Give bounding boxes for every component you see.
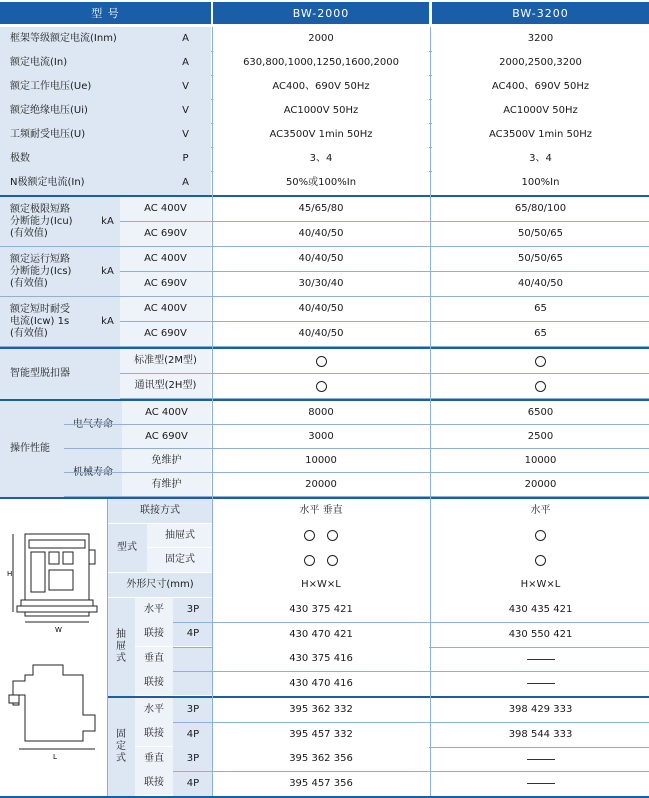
trip-type-label: 标准型(2M型) xyxy=(120,349,211,373)
capacity-label-line: 额定运行短路 xyxy=(10,254,70,265)
bw3200-dims-header: H×W×L xyxy=(432,573,649,597)
bw3200-value: 100%In xyxy=(432,171,649,195)
bw3200-connection: 水平 xyxy=(432,499,649,523)
mechanical-life-label xyxy=(64,449,122,497)
pole-label: 3P xyxy=(173,747,213,771)
drawer-conn-v1: 垂直 xyxy=(135,647,173,671)
maintenance-type-label: 有维护 xyxy=(122,473,211,496)
group-label-char: 抽 xyxy=(116,629,126,640)
bw3200-drawer-available xyxy=(432,524,649,547)
bw3200-value: 50/50/65 xyxy=(432,222,649,246)
group-label-char: 定 xyxy=(116,741,126,752)
header-bw3200: BW-3200 xyxy=(432,2,649,24)
bw2000-value: 3、4 xyxy=(213,147,429,171)
circle-mark-icon xyxy=(535,555,546,566)
voltage-label: AC 400V xyxy=(122,401,211,424)
bw3200-not-available xyxy=(432,672,649,696)
bw2000-available xyxy=(213,374,429,398)
fixed-conn-v1: 垂直 xyxy=(135,747,173,771)
bw3200-value: 3200 xyxy=(432,27,649,51)
circle-mark-icon xyxy=(327,530,338,541)
capacity-label xyxy=(0,297,95,347)
dash-mark xyxy=(527,759,555,760)
bw3200-value: 40/40/50 xyxy=(432,272,649,296)
dash-mark xyxy=(527,659,555,660)
bw2000-dim-value: 430 375 421 xyxy=(213,598,429,622)
bw3200-value: 6500 xyxy=(432,401,649,424)
bw3200-dim-value: 430 435 421 xyxy=(432,598,649,622)
dash-mark xyxy=(527,683,555,684)
bw3200-not-available xyxy=(432,772,649,796)
param-label: N极额定电流(In) xyxy=(0,171,160,195)
dimensions-label: 外形尺寸(mm) xyxy=(107,573,213,597)
bw2000-dim-value: 395 362 332 xyxy=(213,698,429,722)
circle-mark-icon xyxy=(535,381,546,392)
circle-mark-icon xyxy=(535,530,546,541)
fixed-conn-v2: 联接 xyxy=(135,771,173,795)
fixed-type-label: 固定式 xyxy=(147,548,213,572)
bw2000-value: AC3500V 1min 50Hz xyxy=(213,123,429,147)
bw3200-not-available xyxy=(432,747,649,771)
circle-mark-icon xyxy=(535,356,546,367)
bw2000-value: 40/40/50 xyxy=(213,322,429,346)
header-model: 型 号 xyxy=(0,2,211,24)
column-divider xyxy=(107,499,108,796)
circle-mark-icon xyxy=(304,555,315,566)
param-unit: A xyxy=(160,171,211,195)
voltage-label: AC 400V xyxy=(120,197,211,221)
voltage-label: AC 690V xyxy=(122,425,211,448)
capacity-unit: kA xyxy=(95,297,120,347)
pole-label: 4P xyxy=(173,622,213,646)
drawer-conn-h2: 联接 xyxy=(135,622,173,646)
capacity-label-line: 分断能力(Ics) xyxy=(10,266,72,277)
param-label: 工频耐受电压(U) xyxy=(0,123,160,147)
bw2000-value: 45/65/80 xyxy=(213,197,429,221)
capacity-label-line: 分断能力(Icu) xyxy=(10,216,73,227)
trip-type-label: 通讯型(2H型) xyxy=(120,374,211,398)
bw2000-dim-value: 395 362 356 xyxy=(213,747,429,771)
capacity-unit: kA xyxy=(95,197,120,247)
circle-mark-icon xyxy=(316,381,327,392)
voltage-label: AC 400V xyxy=(120,247,211,271)
bw2000-connection: 水平 垂直 xyxy=(213,499,429,523)
electric-life-label xyxy=(64,401,122,449)
column-divider xyxy=(212,27,213,796)
pole-label: 4P xyxy=(173,772,213,796)
bw3200-available xyxy=(432,374,649,398)
bw3200-value: 65 xyxy=(432,322,649,346)
operation-label: 操作性能 xyxy=(0,401,64,497)
height-label: H xyxy=(7,570,13,578)
capacity-label xyxy=(0,197,95,247)
fixed-conn-h2: 联接 xyxy=(135,722,173,746)
drawer-group-label xyxy=(107,598,135,696)
bw3200-value: 65/80/100 xyxy=(432,197,649,221)
column-divider xyxy=(430,27,431,796)
bw2000-value: 40/40/50 xyxy=(213,297,429,321)
bw2000-fixed-available xyxy=(213,548,429,572)
bw2000-dims-header: H×W×L xyxy=(213,573,429,597)
bw3200-value: AC3500V 1min 50Hz xyxy=(432,123,649,147)
bw3200-dim-value: 430 550 421 xyxy=(432,623,649,647)
drawer-type-label: 抽屉式 xyxy=(147,524,213,547)
param-label: 额定绝缘电压(Ui) xyxy=(0,99,160,123)
param-label: 额定工作电压(Ue) xyxy=(0,75,160,99)
bw3200-value: 3、4 xyxy=(432,147,649,171)
voltage-label: AC 690V xyxy=(120,272,211,296)
bw3200-value: 50/50/65 xyxy=(432,247,649,271)
bw2000-value: 2000 xyxy=(213,27,429,51)
circle-mark-icon xyxy=(316,356,327,367)
bw3200-value: AC400、690V 50Hz xyxy=(432,75,649,99)
capacity-label-line: 额定短时耐受 xyxy=(10,304,70,315)
group-label-char: 屉 xyxy=(116,641,126,652)
param-label: 额定电流(In) xyxy=(0,51,160,75)
bw2000-dim-value: 430 470 421 xyxy=(213,623,429,647)
bw2000-value: 8000 xyxy=(213,401,429,424)
bw2000-value: 10000 xyxy=(213,449,429,472)
dash-mark xyxy=(527,783,555,784)
bw2000-dim-value: 395 457 332 xyxy=(213,723,429,747)
bw2000-available xyxy=(213,349,429,373)
bw3200-not-available xyxy=(432,647,649,671)
capacity-label-line: (有效值) xyxy=(10,228,48,239)
bw2000-drawer-available xyxy=(213,524,429,547)
capacity-label-line: 额定极限短路 xyxy=(10,204,70,215)
capacity-label xyxy=(0,247,95,297)
capacity-label-line: (有效值) xyxy=(10,328,48,339)
bw3200-fixed-available xyxy=(432,548,649,572)
length-label: L xyxy=(53,753,57,761)
voltage-label: AC 690V xyxy=(120,222,211,246)
header-bw2000: BW-2000 xyxy=(213,2,429,24)
group-label-char: 固 xyxy=(116,729,126,740)
width-label: W xyxy=(55,626,62,634)
bw2000-dim-value: 395 457 356 xyxy=(213,772,429,796)
circle-mark-icon xyxy=(327,555,338,566)
fixed-breaker-drawing xyxy=(5,655,105,765)
bw2000-value: 30/30/40 xyxy=(213,272,429,296)
bw2000-dim-value: 430 375 416 xyxy=(213,647,429,671)
drawer-conn-v2: 联接 xyxy=(135,671,173,695)
bw2000-value: 630,800,1000,1250,1600,2000 xyxy=(213,51,429,75)
bw3200-value: 65 xyxy=(432,297,649,321)
fixed-group-label xyxy=(107,698,135,796)
bw2000-value: 20000 xyxy=(213,473,429,496)
bw2000-dim-value: 430 470 416 xyxy=(213,672,429,696)
group-label-char: 式 xyxy=(116,753,126,764)
param-unit: A xyxy=(160,27,211,51)
drawer-conn-h1: 水平 xyxy=(135,598,173,622)
group-label-char: 式 xyxy=(116,653,126,664)
bw3200-value: AC1000V 50Hz xyxy=(432,99,649,123)
fixed-conn-h1: 水平 xyxy=(135,698,173,722)
maintenance-type-label: 免维护 xyxy=(122,449,211,472)
param-unit: V xyxy=(160,123,211,147)
voltage-label: AC 400V xyxy=(120,297,211,321)
bw2000-value: 3000 xyxy=(213,425,429,448)
bw3200-dim-value: 398 544 333 xyxy=(432,723,649,747)
bw3200-value: 2000,2500,3200 xyxy=(432,51,649,75)
connection-method-label: 联接方式 xyxy=(107,499,213,523)
trip-unit-label: 智能型脱扣器 xyxy=(0,349,120,399)
param-unit: V xyxy=(160,75,211,99)
bw3200-available xyxy=(432,349,649,373)
bw3200-value: 20000 xyxy=(432,473,649,496)
param-unit: A xyxy=(160,51,211,75)
bw2000-value: AC1000V 50Hz xyxy=(213,99,429,123)
pole-label: 3P xyxy=(173,698,213,722)
param-label: 极数 xyxy=(0,147,160,171)
bw2000-value: 40/40/50 xyxy=(213,247,429,271)
capacity-label-line: 电流(Icw) 1s xyxy=(10,316,70,327)
bw2000-value: 50%或100%In xyxy=(213,171,429,195)
bw3200-value: 10000 xyxy=(432,449,649,472)
circle-mark-icon xyxy=(304,530,315,541)
pole-label: 3P xyxy=(173,598,213,622)
bw3200-value: 2500 xyxy=(432,425,649,448)
param-unit: P xyxy=(160,147,211,171)
capacity-unit: kA xyxy=(95,247,120,297)
param-unit: V xyxy=(160,99,211,123)
voltage-label: AC 690V xyxy=(120,322,211,346)
bw2000-value: 40/40/50 xyxy=(213,222,429,246)
bw3200-dim-value: 398 429 333 xyxy=(432,698,649,722)
mounting-type-label: 型式 xyxy=(107,524,147,572)
pole-label: 4P xyxy=(173,723,213,747)
param-label: 框架等级额定电流(Inm) xyxy=(0,27,160,51)
capacity-label-line: (有效值) xyxy=(10,278,48,289)
drawer-breaker-drawing xyxy=(5,520,105,640)
bw2000-value: AC400、690V 50Hz xyxy=(213,75,429,99)
